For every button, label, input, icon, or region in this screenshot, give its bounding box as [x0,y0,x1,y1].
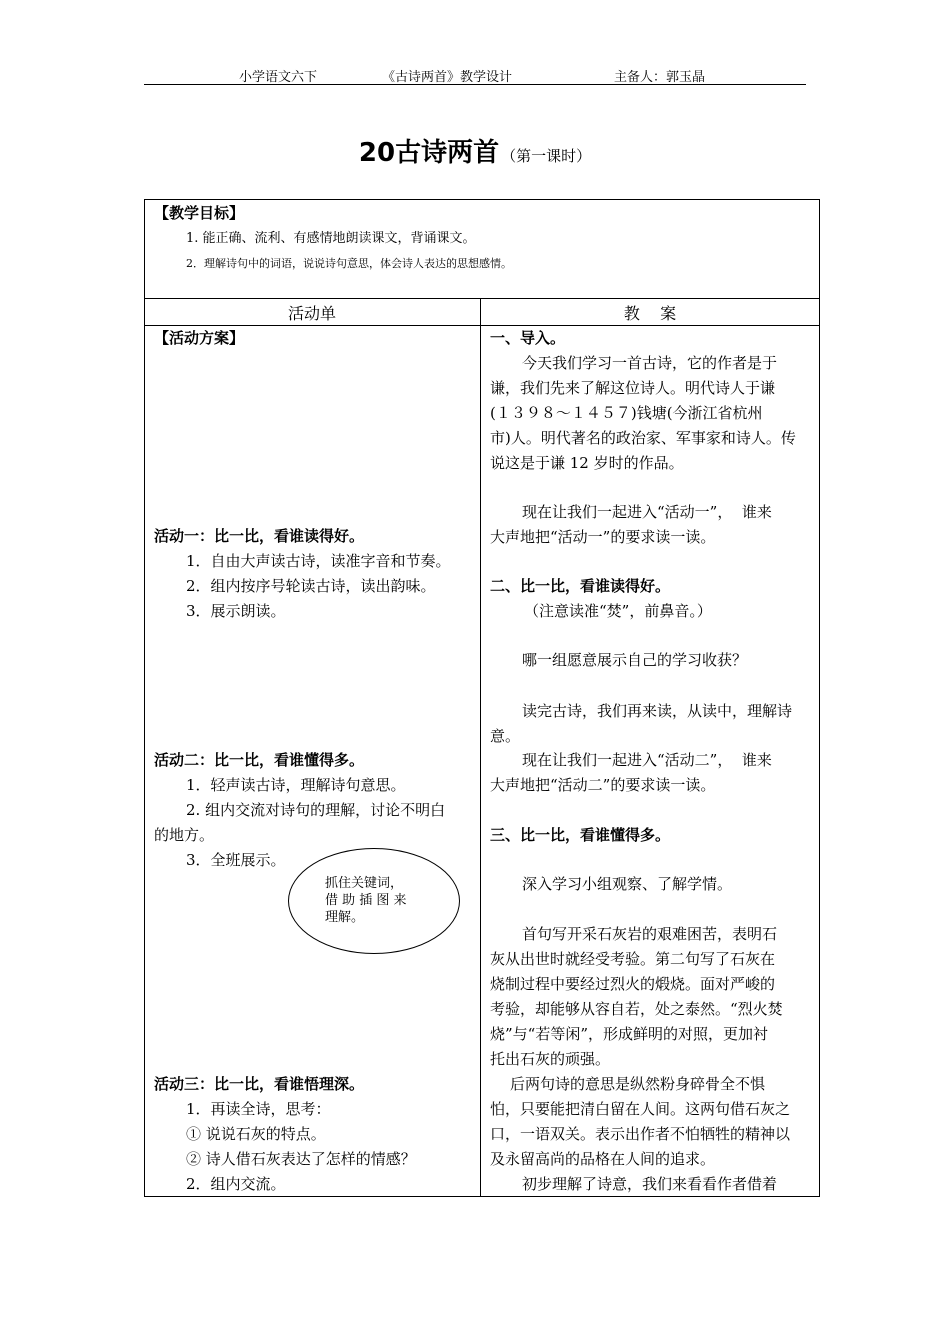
plan-line: 大声地把“活动一”的要求读一读。 [490,528,716,546]
plan-line: 意。 [490,727,521,745]
header-design-title: 《古诗两首》教学设计 [382,70,513,85]
plan-line: 二、比一比，看谁读得好。 [490,577,671,595]
plan-line: 现在让我们一起进入“活动一”， 谁来 [522,503,772,521]
activity2-item: 2. 组内交流对诗句的理解，讨论不明白 [186,801,446,819]
plan-line: 市)人。明代著名的政治家、军事家和诗人。传 [490,429,796,447]
activity1-item: 2．组内按序号轮读古诗，读出韵味。 [186,577,436,595]
plan-line: 怕，只要能把清白留在人间。这两句借石灰之 [490,1100,791,1118]
header-subject: 小学语文六下 [239,70,318,85]
goal-item: 1. 能正确、流利、有感情地朗读课文，背诵课文。 [186,231,476,246]
plan-line: 首句写开采石灰岩的艰难困苦，表明石 [522,925,778,943]
activity2-item: 1．轻声读古诗，理解诗句意思。 [186,776,406,794]
page-header [144,64,806,85]
column-divider [480,298,481,1197]
activity3-item: 2．组内交流。 [186,1175,286,1193]
bubble-text: 借 助 插 图 来 [325,893,407,908]
column-header-activity: 活动单 [287,304,336,323]
plan-line: 口，一语双关。表示出作者不怕牺牲的精神以 [490,1125,791,1143]
plan-line: 谦，我们先来了解这位诗人。明代诗人于谦 [490,379,776,397]
plan-line: 今天我们学习一首古诗，它的作者是于 [522,354,778,372]
plan-line: （注意读准“焚”，前鼻音。） [524,602,712,620]
plan-line: 及永留高尚的品格在人间的追求。 [490,1150,716,1168]
header-author: 主备人：郭玉晶 [614,70,706,85]
activity1-item: 3．展示朗读。 [186,602,286,620]
activity3-title: 活动三：比一比，看谁悟理深。 [154,1075,365,1093]
plan-line: 烧”与“若等闲”，形成鲜明的对照，更加衬 [490,1025,769,1043]
plan-line: 深入学习小组观察、了解学情。 [522,875,733,893]
table-divider [144,325,820,326]
activity2-item: 3．全班展示。 [186,851,286,869]
plan-line: 烧制过程中要经过烈火的煅烧。面对严峻的 [490,975,776,993]
plan-line: 一、导入。 [490,329,566,347]
column-header-plan: 教 案 [623,304,677,323]
plan-line: 现在让我们一起进入“活动二”， 谁来 [522,751,772,769]
plan-line: 考验，却能够从容自若，处之泰然。“烈火焚 [490,1000,783,1018]
goal-item: 2．理解诗句中的词语，说说诗句意思，体会诗人表达的思想感情。 [186,257,512,270]
activity2-item: 的地方。 [154,826,215,844]
plan-line: 读完古诗，我们再来读，从读中，理解诗 [522,702,793,720]
bubble-text: 抓住关键词， [325,876,404,891]
title-sub: （第一课时） [501,147,592,165]
plan-line: (１３９８～１４５７)钱塘(今浙江省杭州 [490,404,763,422]
table-divider [144,298,820,299]
bubble-text: 理解。 [325,910,365,925]
tip-bubble [288,848,460,954]
plan-line: 三、比一比，看谁懂得多。 [490,826,671,844]
plan-line: 哪一组愿意展示自己的学习收获？ [522,651,748,669]
document-title [0,132,950,169]
plan-line: 托出石灰的顽强。 [490,1050,611,1068]
activity-plan-heading: 【活动方案】 [154,329,245,347]
plan-line: 说这是于谦 12 岁时的作品。 [490,454,684,472]
lesson-table [144,199,820,1197]
title-main: 20古诗两首 [358,138,500,168]
activity3-item: ② 诗人借石灰表达了怎样的情感？ [186,1150,416,1168]
plan-line: 初步理解了诗意，我们来看看作者借着 [522,1175,778,1193]
activity1-title: 活动一：比一比，看谁读得好。 [154,527,365,545]
plan-line: 大声地把“活动二”的要求读一读。 [490,776,716,794]
activity3-item: ① 说说石灰的特点。 [186,1125,326,1143]
plan-line: 后两句诗的意思是纵然粉身碎骨全不惧 [510,1075,766,1093]
activity3-item: 1．再读全诗，思考： [186,1100,331,1118]
activity1-item: 1．自由大声读古诗，读准字音和节奏。 [186,552,451,570]
plan-line: 灰从出世时就经受考验。第二句写了石灰在 [490,950,776,968]
goals-heading: 【教学目标】 [154,204,245,222]
activity2-title: 活动二：比一比，看谁懂得多。 [154,751,365,769]
